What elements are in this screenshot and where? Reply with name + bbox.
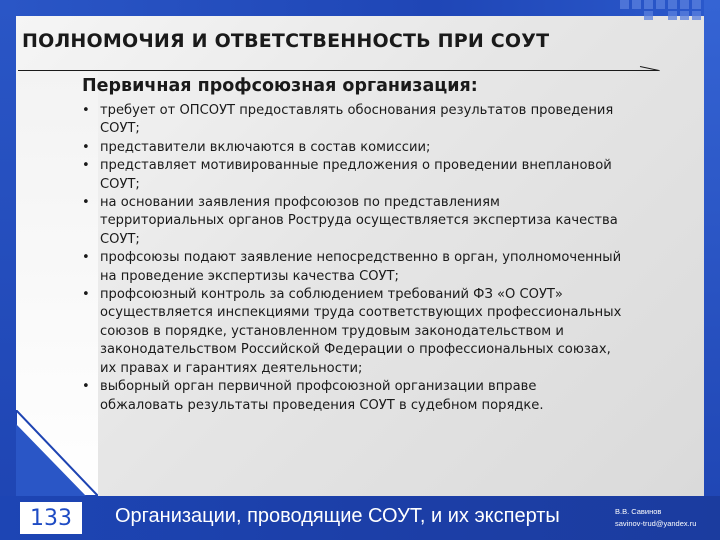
- right-frame: [704, 0, 720, 540]
- bullet-text-line: на основании заявления профсоюзов по представлениям: [100, 195, 500, 211]
- author-name: В.В. Савинов: [615, 507, 662, 516]
- title-underline: [18, 70, 658, 71]
- bullet-item: [82, 139, 702, 157]
- bullet-item: [82, 102, 702, 139]
- footer-author: [615, 506, 696, 530]
- bullet-list: [82, 102, 702, 415]
- bullet-item: [82, 378, 702, 415]
- bullet-dot: •: [82, 158, 90, 174]
- bullet-text-line: выборный орган первичной профсоюзной организации вправе: [100, 379, 537, 395]
- corner-decoration: [16, 410, 98, 496]
- bullet-text-line: представляет мотивированные предложения о проведении внеплановой: [100, 158, 612, 174]
- bullet-dot: •: [82, 195, 90, 211]
- bullet-text-line: обжаловать результаты проведения СОУТ в судебном порядке.: [100, 397, 544, 413]
- bullet-item: [82, 249, 702, 286]
- bullet-item: [82, 194, 702, 249]
- bullet-dot: •: [82, 287, 90, 303]
- bullet-text-line: союзов в порядке, установленном трудовым законодательством и: [100, 323, 564, 339]
- bullet-text-line: требует от ОПСОУТ предоставлять обоснования результатов проведения: [100, 103, 614, 118]
- bullet-text-line: на проведение экспертизы качества СОУТ;: [100, 268, 399, 284]
- bullet-text-line: профсоюзный контроль за соблюдением требований ФЗ «О СОУТ»: [100, 287, 563, 303]
- slide-content: [82, 76, 702, 415]
- bullet-text-line: СОУТ;: [100, 121, 140, 137]
- bullet-dot: •: [82, 250, 90, 266]
- page-number: 133: [20, 502, 82, 534]
- bullet-text-line: законодательством Российской Федерации о профессиональных союзах,: [100, 342, 611, 358]
- bullet-text-line: территориальных органов Роструда осуществляется экспертиза качества: [100, 213, 618, 229]
- bullet-text-line: представители включаются в состав комиссии;: [100, 139, 431, 155]
- bullet-text-line: СОУТ;: [100, 176, 140, 192]
- author-email: savinov-trud@yandex.ru: [615, 519, 697, 528]
- left-frame: [0, 0, 16, 540]
- bullet-dot: •: [82, 103, 90, 118]
- bullet-text-line: СОУТ;: [100, 231, 140, 247]
- slide-title: ПОЛНОМОЧИЯ И ОТВЕТСТВЕННОСТЬ ПРИ СОУТ: [22, 30, 550, 52]
- bullet-text-line: профсоюзы подают заявление непосредственно в орган, уполномоченный: [100, 250, 622, 266]
- bullet-text-line: их правах и гарантиях деятельности;: [100, 360, 363, 376]
- bullet-dot: •: [82, 139, 90, 155]
- bullet-item: [82, 286, 702, 378]
- content-heading: Первичная профсоюзная организация:: [82, 76, 478, 96]
- bullet-dot: •: [82, 379, 90, 395]
- decorative-grid: [520, 0, 720, 22]
- bullet-text-line: осуществляется инспекциями труда соответствующих профессиональных: [100, 305, 622, 321]
- footer-title: Организации, проводящие СОУТ, и их эксперты: [115, 505, 560, 527]
- bullet-item: [82, 157, 702, 194]
